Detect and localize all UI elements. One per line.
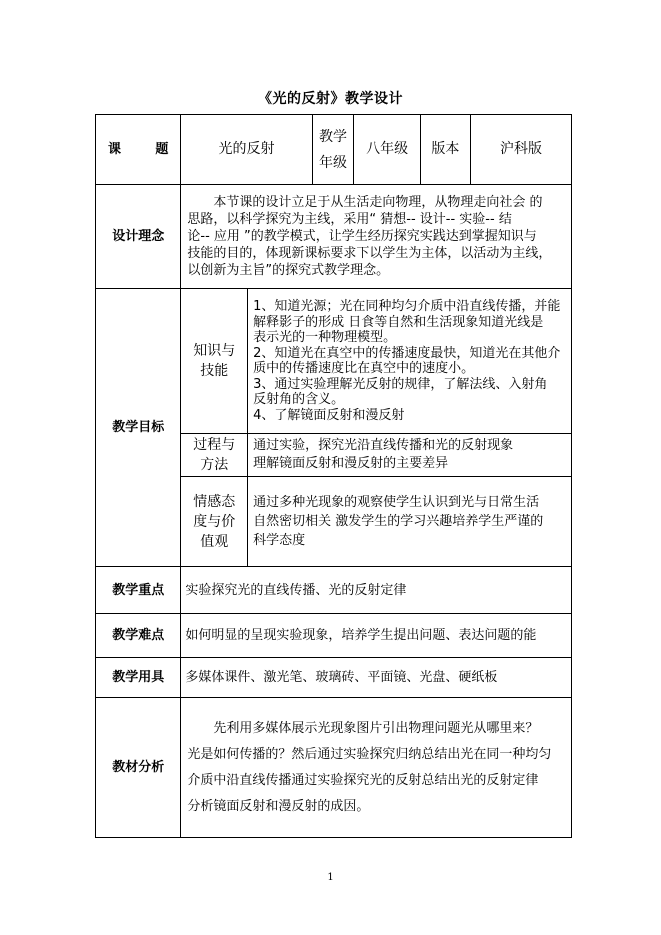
- knowledge-label-line1: 知识与: [193, 343, 236, 359]
- emotion-line: 通过多种光现象的观察使学生认识到光与日常生活: [253, 495, 540, 510]
- knowledge-line: 解释影子的形成 日食等自然和生活现象知道光线是: [253, 314, 544, 330]
- document-title: 《光的反射》教学设计: [258, 91, 403, 107]
- key-points-row: [96, 567, 572, 614]
- design-concept-line: 本节课的设计立足于从生活走向物理，从物理走向社会 的: [213, 195, 543, 210]
- edition-label: 版本: [420, 115, 470, 185]
- material-analysis-line: 介质中沿直线传播通过实验探究光的反射总结出光的反射定律: [187, 772, 539, 788]
- design-concept-line: 以创新为主旨”的探究式教学理念。: [187, 263, 390, 278]
- process-label: [181, 434, 248, 477]
- emotion-line: 自然密切相关 激发学生的学习兴趣培养学生严谨的: [253, 514, 544, 529]
- grade-label-line1: 教学: [318, 128, 347, 145]
- design-concept-line: 论-- 应用 ”的教学模式，让学生经历探究实践达到掌握知识与: [187, 229, 537, 244]
- difficulties-value: 如何明显的呈现实验现象，培养学生提出问题、表达问题的能: [181, 614, 572, 658]
- knowledge-label: [181, 289, 248, 434]
- design-concept-row: [96, 185, 572, 289]
- design-concept-label: 设计理念: [96, 185, 181, 289]
- knowledge-row: [96, 289, 572, 434]
- difficulties-row: [96, 614, 572, 658]
- header-row: [96, 115, 572, 185]
- emotion-text: [248, 477, 572, 567]
- teaching-goals-label: 教学目标: [96, 289, 181, 567]
- tools-label: 教学用具: [96, 658, 181, 698]
- page-number: 1: [327, 872, 334, 883]
- process-line: 通过实验，探究光沿直线传播和光的反射现象: [253, 438, 514, 453]
- emotion-label-line1: 情感态: [193, 493, 236, 510]
- emotion-line: 科学态度: [253, 533, 306, 548]
- difficulties-label: 教学难点: [96, 614, 181, 658]
- process-text: [248, 434, 572, 477]
- tools-value: 多媒体课件、激光笔、玻璃砖、平面镜、光盘、硬纸板: [181, 658, 572, 698]
- material-analysis-label: 教材分析: [96, 698, 181, 838]
- knowledge-line: 3、通过实验理解光反射的规律，了解法线、入射角: [253, 376, 548, 392]
- lesson-plan-table: [95, 114, 572, 838]
- design-concept-line: 技能的目的，体现新课标要求下以学生为主体，以活动为主线，: [187, 246, 552, 261]
- grade-value: 八年级: [354, 115, 421, 185]
- design-concept-text: [181, 185, 572, 289]
- knowledge-line: 质中的传播速度比在真空中的速度小。: [253, 361, 475, 376]
- emotion-label-line2: 度与价: [193, 513, 236, 530]
- topic-label: 课 题: [96, 115, 181, 185]
- material-analysis-row: [96, 698, 572, 838]
- design-concept-line: 思路，以科学探究为主线，采用“ 猜想-- 设计-- 实验-- 结: [187, 212, 512, 227]
- topic-value: 光的反射: [181, 115, 312, 185]
- emotion-label: [181, 477, 248, 567]
- knowledge-line: 表示光的一种物理模型。: [253, 330, 397, 345]
- process-label-line1: 过程与: [193, 437, 236, 453]
- grade-label: [312, 115, 354, 185]
- knowledge-label-line2: 技能: [200, 363, 229, 379]
- tools-row: [96, 658, 572, 698]
- knowledge-line: 4、了解镜面反射和漫反射: [253, 407, 405, 423]
- emotion-label-line3: 值观: [200, 533, 229, 550]
- grade-label-line2: 年级: [318, 154, 347, 171]
- material-analysis-line: 分析镜面反射和漫反射的成因。: [187, 798, 370, 814]
- material-analysis-text: [181, 698, 572, 838]
- key-points-label: 教学重点: [96, 567, 181, 614]
- key-points-value: 实验探究光的直线传播、光的反射定律: [181, 567, 572, 614]
- process-label-line2: 方法: [200, 457, 229, 473]
- knowledge-line: 1、知道光源；光在同种均匀介质中沿直线传播，并能: [253, 299, 561, 314]
- knowledge-line: 反射角的含义。: [253, 392, 345, 407]
- process-line: 理解镜面反射和漫反射的主要差异: [253, 456, 449, 471]
- edition-value: 沪科版: [470, 115, 571, 185]
- knowledge-text: [248, 289, 572, 434]
- material-analysis-line: 光是如何传播的？然后通过实验探究归纳总结出光在同一种均匀: [187, 746, 552, 762]
- material-analysis-line: 先利用多媒体展示光现象图片引出物理问题光从哪里来？: [213, 720, 539, 736]
- knowledge-line: 2、知道光在真空中的传播速度最快，知道光在其他介: [253, 345, 561, 361]
